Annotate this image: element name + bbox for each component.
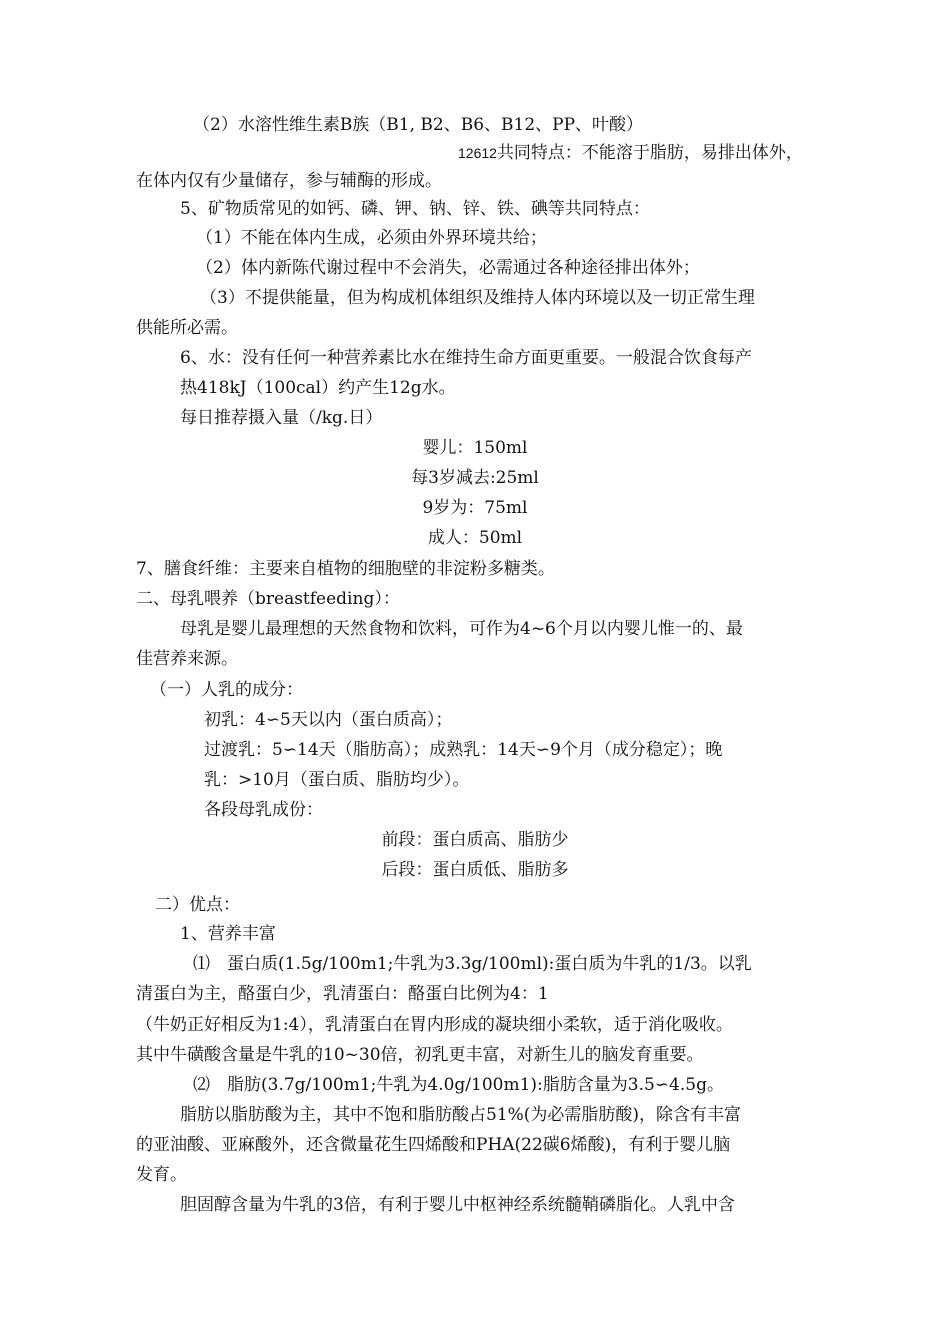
fat-acids-end: 发育。: [136, 1165, 187, 1185]
intake-reduce: 每3岁减去:25ml: [411, 468, 539, 488]
breastfeeding-intro-cont: 佳营养来源。: [136, 649, 238, 669]
protein-cont-3: 其中牛磺酸含量是牛乳的10~30倍，初乳更丰富，对新生儿的脑发育重要。: [136, 1045, 704, 1065]
protein-cont-2: （牛奶正好相反为1:4），乳清蛋白在胃内形成的凝块细小柔软，适于消化吸收。: [136, 1015, 733, 1035]
milk-stages-title: 各段母乳成份：: [204, 800, 323, 820]
minerals-point-3: （3）不提供能量，但为构成机体组织及维持人体内环境以及一切正常生理: [200, 288, 755, 308]
fiber-heading: 7、膳食纤维：主要来自植物的细胞壁的非淀粉多糖类。: [136, 559, 555, 579]
fat-line: ⑵ 脂肪(3.7g/100m1;牛乳为4.0g/100m1):脂肪含量为3.5∽4.5g。: [193, 1075, 724, 1095]
nutrition-heading: 1、营养丰富: [180, 924, 276, 944]
vitamin-b-features-text: 共同特点：不能溶于脂肪，易排出体外，: [496, 143, 803, 163]
water-cont: 热418kJ（100cal）约产生12g水。: [180, 378, 456, 398]
water-intake-title: 每日推荐摄入量（/kg.日）: [180, 408, 383, 428]
minerals-point-1: （1）不能在体内生成，必须由外界环境共给；: [196, 228, 547, 248]
water-heading: 6、水：没有任何一种营养素比水在维持生命方面更重要。一般混合饮食每产: [180, 348, 752, 368]
minerals-point-2: （2）体内新陈代谢过程中不会消失，必需通过各种途径排出体外；: [196, 258, 700, 278]
vitamin-b-features-cont: 在体内仅有少量储存，参与辅酶的形成。: [136, 171, 442, 191]
intake-nine-years: 9岁为：75ml: [422, 498, 528, 518]
protein-line: ⑴ 蛋白质(1.5g/100m1;牛乳为3.3g/100ml):蛋白质为牛乳的1/3。以乳: [193, 954, 752, 974]
fat-acids-line: 脂肪以脂肪酸为主，其中不饱和脂肪酸占51%(为必需脂肪酸)，除含有丰富: [180, 1105, 742, 1125]
inline-number: 12612: [458, 145, 497, 161]
cholesterol-line: 胆固醇含量为牛乳的3倍，有利于婴儿中枢神经系统髓鞘磷脂化。人乳中含: [180, 1195, 735, 1215]
vitamin-b-heading: （2）水溶性维生素B族（B1, B2、B6、B12、PP、叶酸）: [193, 115, 644, 135]
minerals-point-3-cont: 供能所必需。: [136, 318, 238, 338]
transitional-milk-line: 过渡乳：5∽14天（脂肪高）；成熟乳：14天∽9个月（成分稳定）；晚: [204, 740, 723, 760]
fat-acids-cont: 的亚油酸、亚麻酸外，还含微量花生四烯酸和PHA(22碳6烯酸)，有利于婴儿脑: [136, 1135, 731, 1155]
composition-heading: （一）人乳的成分：: [150, 680, 303, 700]
breastfeeding-heading: 二、母乳喂养（breastfeeding）：: [136, 589, 400, 609]
hindmilk-line: 后段：蛋白质低、脂肪多: [381, 860, 569, 880]
intake-infant: 婴儿：150ml: [422, 438, 528, 458]
foremilk-line: 前段：蛋白质高、脂肪少: [381, 830, 569, 850]
minerals-heading: 5、矿物质常见的如钙、磷、钾、钠、锌、铁、碘等共同特点：: [180, 199, 650, 219]
advantages-heading: 二）优点：: [155, 895, 240, 915]
protein-cont-1: 清蛋白为主，酪蛋白少，乳清蛋白：酪蛋白比例为4：1: [136, 984, 549, 1004]
vitamin-b-features-line: [458, 142, 803, 164]
colostrum-line: 初乳：4∽5天以内（蛋白质高）；: [204, 710, 453, 730]
late-milk-line: 乳：>10月（蛋白质、脂肪均少）。: [204, 770, 470, 790]
breastfeeding-intro: 母乳是婴儿最理想的天然食物和饮料，可作为4~6个月以内婴儿惟一的、最: [180, 619, 743, 639]
intake-adult: 成人：50ml: [427, 528, 523, 548]
